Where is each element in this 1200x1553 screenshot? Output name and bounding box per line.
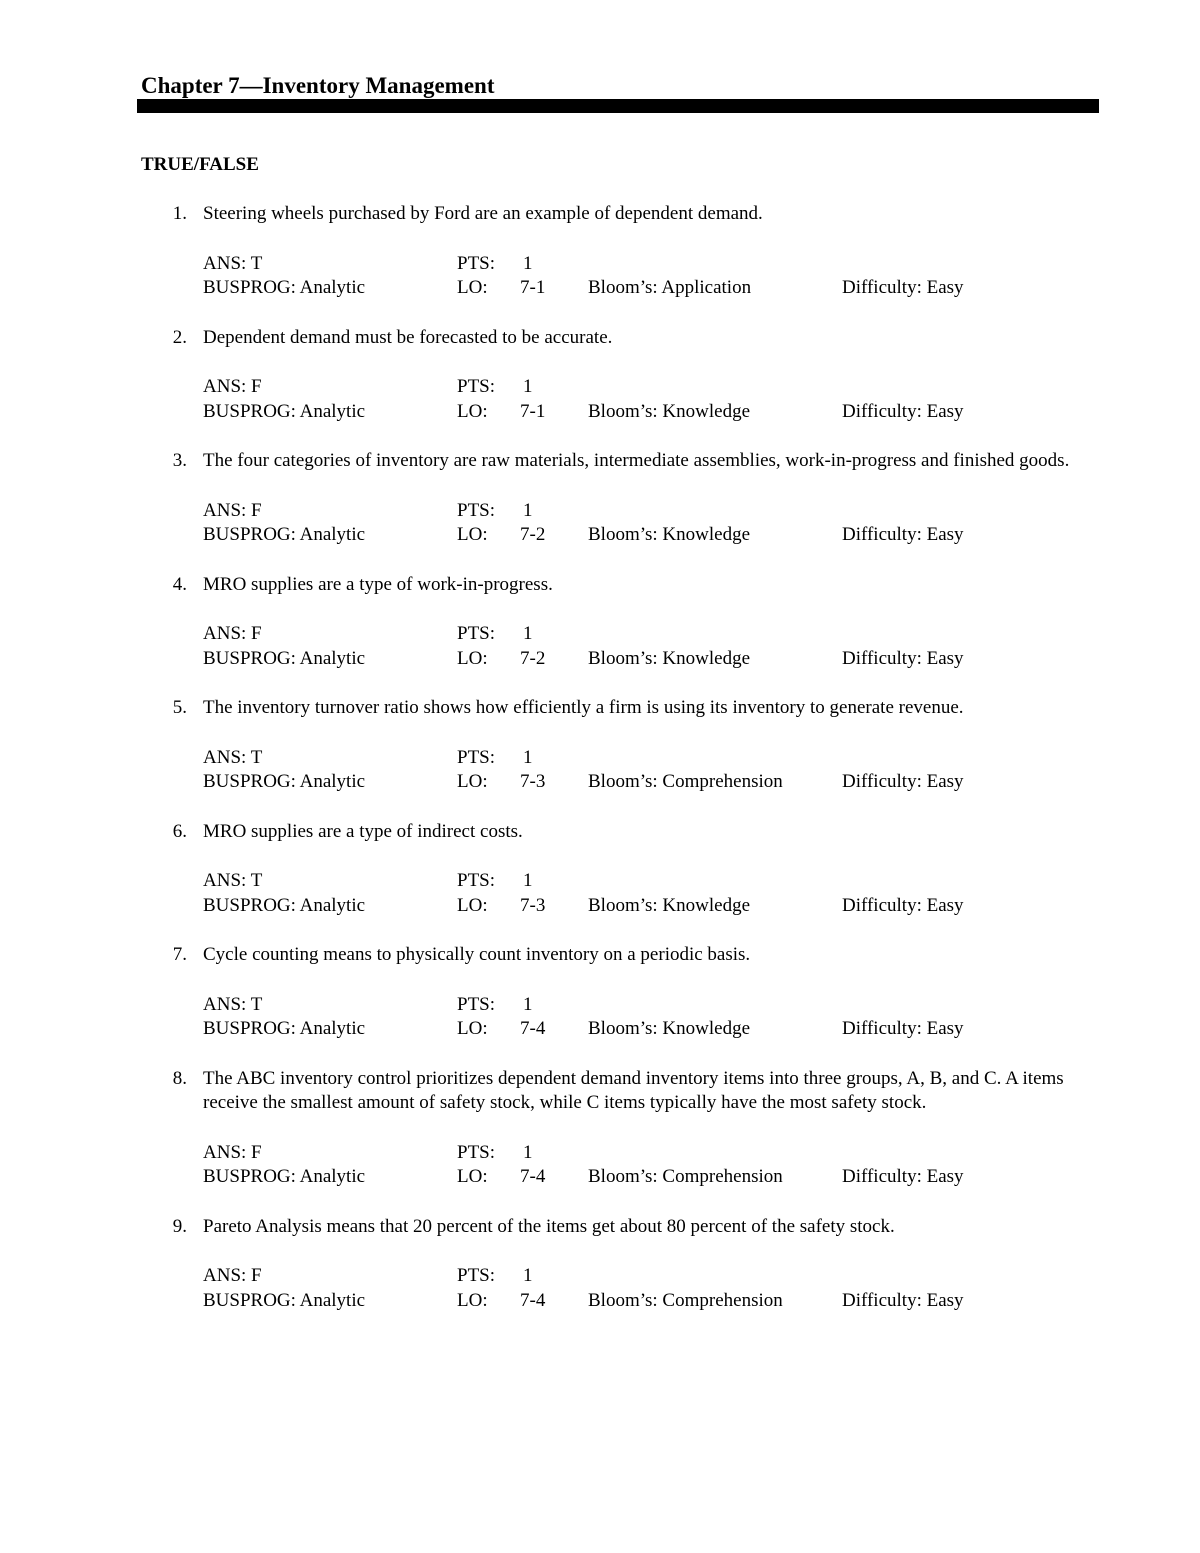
busprog: BUSPROG: Analytic — [203, 1018, 366, 1039]
question-text: Steering wheels purchased by Ford are an example of dependent demand. — [203, 203, 763, 224]
answer-metadata — [203, 375, 1200, 424]
busprog: BUSPROG: Analytic — [203, 524, 366, 545]
lo-value: 7-1 — [520, 277, 546, 298]
difficulty: Difficulty: Easy — [842, 400, 964, 422]
answer: ANS: T — [203, 252, 263, 274]
points-label: PTS: — [457, 623, 496, 644]
lo-label: LO: — [457, 1289, 488, 1311]
answer: ANS: T — [203, 993, 263, 1015]
answer-metadata — [203, 869, 1200, 918]
difficulty: Difficulty: Easy — [842, 894, 964, 916]
question-number: 8. — [172, 1067, 187, 1089]
points-value: 1 — [523, 376, 533, 397]
question-text: MRO supplies are a type of work-in-progress. — [203, 573, 553, 595]
title-rule — [137, 99, 1099, 113]
difficulty: Difficulty: Easy — [842, 1289, 964, 1311]
lo-value: 7-3 — [520, 894, 546, 916]
question-item — [0, 820, 1200, 919]
points-value: 1 — [523, 870, 533, 891]
question-text: The four categories of inventory are raw materials, intermediate assemblies, work-in-progress and finished goods. — [203, 450, 1070, 471]
question-text: The ABC inventory control prioritizes dependent demand inventory items into three groups, A, B, and C. A items receive the smallest amount of safety stock, while C items typically have the most safety stock. — [203, 1067, 1064, 1113]
bloom-level: Bloom’s: Knowledge — [588, 400, 751, 422]
answer-metadata — [203, 252, 1200, 301]
question-item — [0, 1215, 1200, 1314]
question-item — [0, 1067, 1200, 1190]
question-number: 9. — [172, 1215, 187, 1237]
busprog: BUSPROG: Analytic — [203, 400, 366, 422]
bloom-level: Bloom’s: Application — [588, 277, 752, 298]
points-label: PTS: — [457, 376, 496, 397]
question-text: MRO supplies are a type of indirect costs. — [203, 820, 523, 842]
chapter-title: Chapter 7—Inventory Management — [141, 73, 495, 98]
question-list — [0, 202, 1200, 1338]
answer-metadata — [203, 1141, 1200, 1190]
lo-value: 7-3 — [520, 771, 546, 792]
lo-label: LO: — [457, 1018, 488, 1039]
lo-label: LO: — [457, 524, 488, 545]
difficulty: Difficulty: Easy — [842, 524, 964, 545]
points-value: 1 — [523, 252, 533, 274]
question-number: 7. — [172, 944, 187, 965]
lo-value: 7-4 — [520, 1018, 546, 1039]
difficulty: Difficulty: Easy — [842, 1166, 964, 1187]
points-label: PTS: — [457, 870, 496, 891]
difficulty: Difficulty: Easy — [842, 771, 964, 792]
bloom-level: Bloom’s: Knowledge — [588, 894, 751, 916]
lo-label: LO: — [457, 277, 488, 298]
lo-label: LO: — [457, 400, 488, 422]
bloom-level: Bloom’s: Knowledge — [588, 1018, 751, 1039]
busprog: BUSPROG: Analytic — [203, 894, 366, 916]
answer: ANS: F — [203, 623, 262, 644]
answer: ANS: T — [203, 746, 263, 768]
question-number: 3. — [172, 450, 187, 471]
bloom-level: Bloom’s: Comprehension — [588, 1166, 783, 1187]
points-value: 1 — [523, 746, 533, 768]
points-label: PTS: — [457, 499, 496, 521]
busprog: BUSPROG: Analytic — [203, 647, 366, 669]
question-number: 2. — [172, 326, 187, 348]
answer-metadata — [203, 746, 1200, 795]
question-item — [0, 943, 1200, 1042]
answer: ANS: F — [203, 1141, 262, 1163]
question-item — [0, 326, 1200, 425]
lo-label: LO: — [457, 1166, 488, 1187]
points-value: 1 — [523, 1265, 533, 1286]
lo-value: 7-4 — [520, 1289, 546, 1311]
lo-label: LO: — [457, 771, 488, 792]
question-number: 6. — [172, 820, 187, 842]
answer-metadata — [203, 622, 1200, 671]
question-text: Pareto Analysis means that 20 percent of the items get about 80 percent of the safety stock. — [203, 1215, 895, 1237]
bloom-level: Bloom’s: Knowledge — [588, 524, 751, 545]
answer: ANS: F — [203, 1265, 262, 1286]
lo-value: 7-2 — [520, 524, 546, 545]
question-item — [0, 573, 1200, 672]
busprog: BUSPROG: Analytic — [203, 1166, 366, 1187]
question-text: Cycle counting means to physically count inventory on a periodic basis. — [203, 944, 751, 965]
answer-metadata — [203, 1264, 1200, 1313]
lo-value: 7-4 — [520, 1166, 546, 1187]
answer: ANS: F — [203, 499, 262, 521]
bloom-level: Bloom’s: Knowledge — [588, 647, 751, 669]
points-label: PTS: — [457, 746, 496, 768]
section-heading: TRUE/FALSE — [141, 154, 259, 175]
lo-label: LO: — [457, 647, 488, 669]
difficulty: Difficulty: Easy — [842, 1018, 964, 1039]
question-number: 5. — [172, 697, 187, 718]
points-label: PTS: — [457, 1265, 496, 1286]
question-item — [0, 202, 1200, 301]
difficulty: Difficulty: Easy — [842, 277, 964, 298]
question-text: Dependent demand must be forecasted to be accurate. — [203, 326, 613, 348]
points-value: 1 — [523, 623, 533, 644]
points-value: 1 — [523, 499, 533, 521]
bloom-level: Bloom’s: Comprehension — [588, 1289, 783, 1311]
question-text: The inventory turnover ratio shows how efficiently a firm is using its inventory to generate revenue. — [203, 697, 964, 718]
question-number: 1. — [172, 203, 187, 224]
points-value: 1 — [523, 1141, 533, 1163]
lo-value: 7-1 — [520, 400, 546, 422]
points-label: PTS: — [457, 252, 496, 274]
question-number: 4. — [172, 573, 187, 595]
points-value: 1 — [523, 993, 533, 1015]
lo-label: LO: — [457, 894, 488, 916]
difficulty: Difficulty: Easy — [842, 647, 964, 669]
question-item — [0, 449, 1200, 548]
question-item — [0, 696, 1200, 795]
answer: ANS: F — [203, 376, 262, 397]
answer: ANS: T — [203, 870, 263, 891]
busprog: BUSPROG: Analytic — [203, 277, 366, 298]
busprog: BUSPROG: Analytic — [203, 771, 366, 792]
busprog: BUSPROG: Analytic — [203, 1289, 366, 1311]
lo-value: 7-2 — [520, 647, 546, 669]
points-label: PTS: — [457, 993, 496, 1015]
points-label: PTS: — [457, 1141, 496, 1163]
answer-metadata — [203, 993, 1200, 1042]
answer-metadata — [203, 499, 1200, 548]
bloom-level: Bloom’s: Comprehension — [588, 771, 783, 792]
